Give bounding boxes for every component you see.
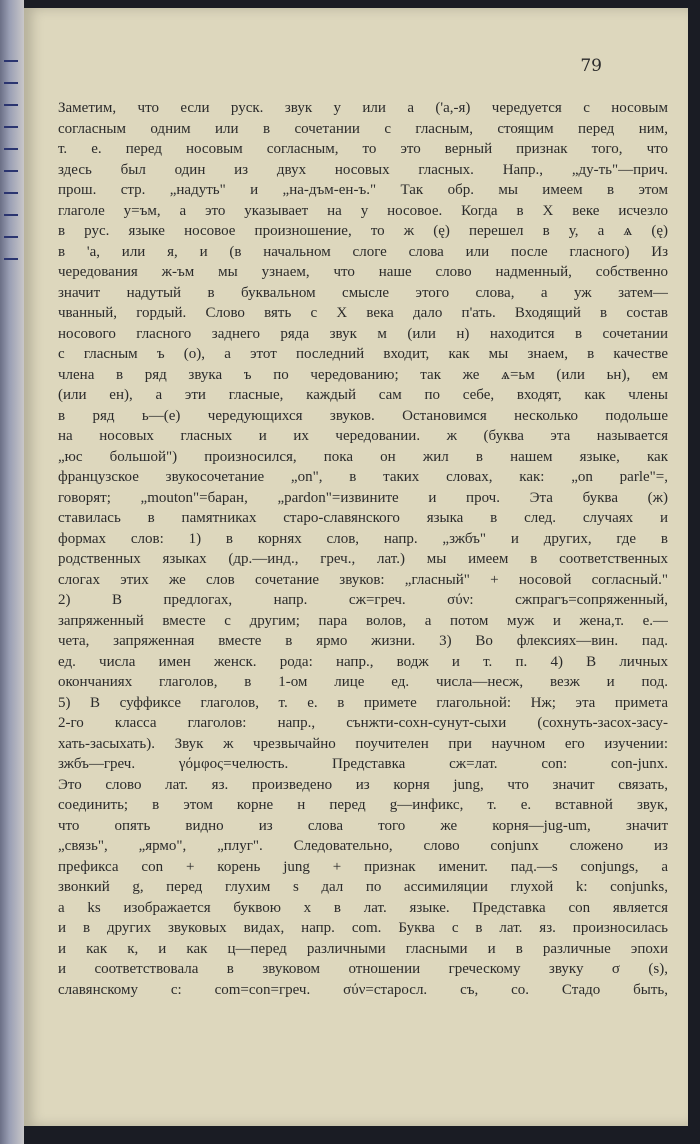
text-line: согласным одним или в сочетании с гласным, стоящим перед ним, (58, 120, 668, 137)
page-body-text (58, 98, 668, 1000)
page-edge-mark (4, 82, 18, 84)
text-line: зжбъ—греч. γόμφος=челюсть. Представка сж=лат. con: con-junx. (58, 756, 668, 772)
text-line: чета, запряженная вместе в ярмо жизни. 3) Во флексиях—вин. пад. (58, 633, 668, 649)
text-line: чванный, гордый. Слово вять с X века дало п'ать. Входящий в состав (58, 305, 668, 321)
text-line: префикса con + корень jung + признак именит. пад.—s conjungs, а (58, 858, 668, 875)
page-edge-mark (4, 170, 18, 172)
page-edge-mark (4, 236, 18, 238)
text-line: в ряд ь—(е) чередующихся звуков. Остановимся несколько подольше (58, 407, 668, 424)
page-edge-mark (4, 60, 18, 62)
book-page (24, 8, 688, 1126)
text-line: родственных языках (др.—инд., греч., лат.) мы имеем в соответственных (58, 551, 668, 567)
page-edge-mark (4, 192, 18, 194)
left-page-edge (0, 0, 24, 1144)
text-line: окончаниях глаголов, в 1-ом лице ед. числа—несж, везж и под. (58, 674, 668, 690)
text-line: говорят; „mouton"=баран, „pardon"=извините и проч. Эта буква (ж) (58, 489, 668, 506)
text-line: ставилась в памятниках старо-славянского языка в след. случаях и (58, 510, 668, 526)
page-edge-mark (4, 104, 18, 106)
text-line: 2) В предлогах, напр. сж=греч. σύν: сжпрагъ=сопряженный, (58, 592, 668, 608)
page-edge-mark (4, 214, 18, 216)
page-number: 79 (580, 56, 602, 76)
text-line: здесь был один из двух носовых гласных. Напр., „ду-ть"—прич. (58, 161, 668, 178)
text-line: члена в ряд звука ъ по чередованию; так же ѧ=ьм (или ьн), ем (58, 366, 668, 383)
text-line: и в других звуковых видах, напр. com. Буква с в лат. яз. произносилась (58, 920, 668, 936)
text-line: и как к, и как ц—перед различными гласными и в различные эпохи (58, 940, 668, 957)
text-line: славянскому с: com=con=греч. σύν=старосл. съ, со. Стадо быть, (58, 981, 668, 998)
text-line: французское звукосочетание „on", в таких словах, как: „on parle"=, (58, 469, 668, 485)
text-line: в рус. языке носовое произношение, то ж (ę) перешел в у, а ѧ (ę) (58, 223, 668, 239)
text-line: 2-го класса глаголов: напр., сънжти-сохн-сунут-сыхи (сохнуть-засох-засу- (58, 715, 668, 731)
text-line: (или ен), а эти гласные, каждый сам по себе, входят, как члены (58, 387, 668, 403)
text-line: запряженный вместе с другим; пара волов, а потом муж и жена,т. е.— (58, 612, 668, 629)
text-line: и соответствовала в звуковом отношении греческому звуку σ (s), (58, 961, 668, 977)
text-line: в 'а, или я, и (в начальном слоге слова или после гласного) Из (58, 243, 668, 260)
text-line: „связь", „ярмо", „плуг". Следовательно, слово conjunx сложено из (58, 838, 668, 854)
text-line: с гласным ъ (о), а этот последний входит, как мы знаем, в качестве (58, 346, 668, 362)
page-edge-mark (4, 258, 18, 260)
text-line: значит надутый в буквальном смысле этого слова, а уж затем— (58, 284, 668, 301)
text-line: чередования ж-ъм мы узнаем, что наше слово надменный, собственно (58, 264, 668, 280)
text-line: глаголе у=ъм, а это указывает на у носовое. Когда в X веке исчезло (58, 202, 668, 219)
text-line: 5) В суффиксе глаголов, т. е. в примете глагольной: Нж; эта примета (58, 694, 668, 711)
text-line: Это слово лат. яз. произведено из корня jung, что значит связать, (58, 776, 668, 793)
text-line: звонкий g, перед глухим s дал по ассимиляции глухой k: conjunks, (58, 879, 668, 895)
text-line: хать-засыхать). Звук ж чрезвычайно поучителен при научном его изучении: (58, 735, 668, 752)
page-edge-mark (4, 148, 18, 150)
text-line: Заметим, что если руск. звук у или а ('а,-я) чередуется с носовым (58, 100, 668, 116)
text-line: „юс большой") произносился, пока он жил в нашем языке, как (58, 448, 668, 465)
text-line: соединить; в этом корне н перед g—инфикс, т. е. вставной звук, (58, 797, 668, 813)
page-edge-mark (4, 126, 18, 128)
text-line: на носовых гласных и их чередовании. ж (буква эта называется (58, 428, 668, 444)
text-line: носового гласного заднего ряда звук м (или н) находится в сочетании (58, 325, 668, 342)
text-line: слогах этих же слов сочетание звуков: „гласный" + носовой согласный." (58, 571, 668, 588)
text-line: что опять видно из слова того же корня—jug-um, значит (58, 817, 668, 834)
text-line: ед. числа имен женск. рода: напр., водж и т. п. 4) В личных (58, 653, 668, 670)
text-line: прош. стр. „надуть" и „на-дъм-ен-ъ." Так обр. мы имеем в этом (58, 182, 668, 198)
text-line: а ks изображается буквою x в лат. языке. Представка con является (58, 899, 668, 916)
text-line: формах слов: 1) в корнях слов, напр. „зжбъ" и других, где в (58, 530, 668, 547)
text-line: т. е. перед носовым согласным, то это верный признак того, что (58, 141, 668, 157)
